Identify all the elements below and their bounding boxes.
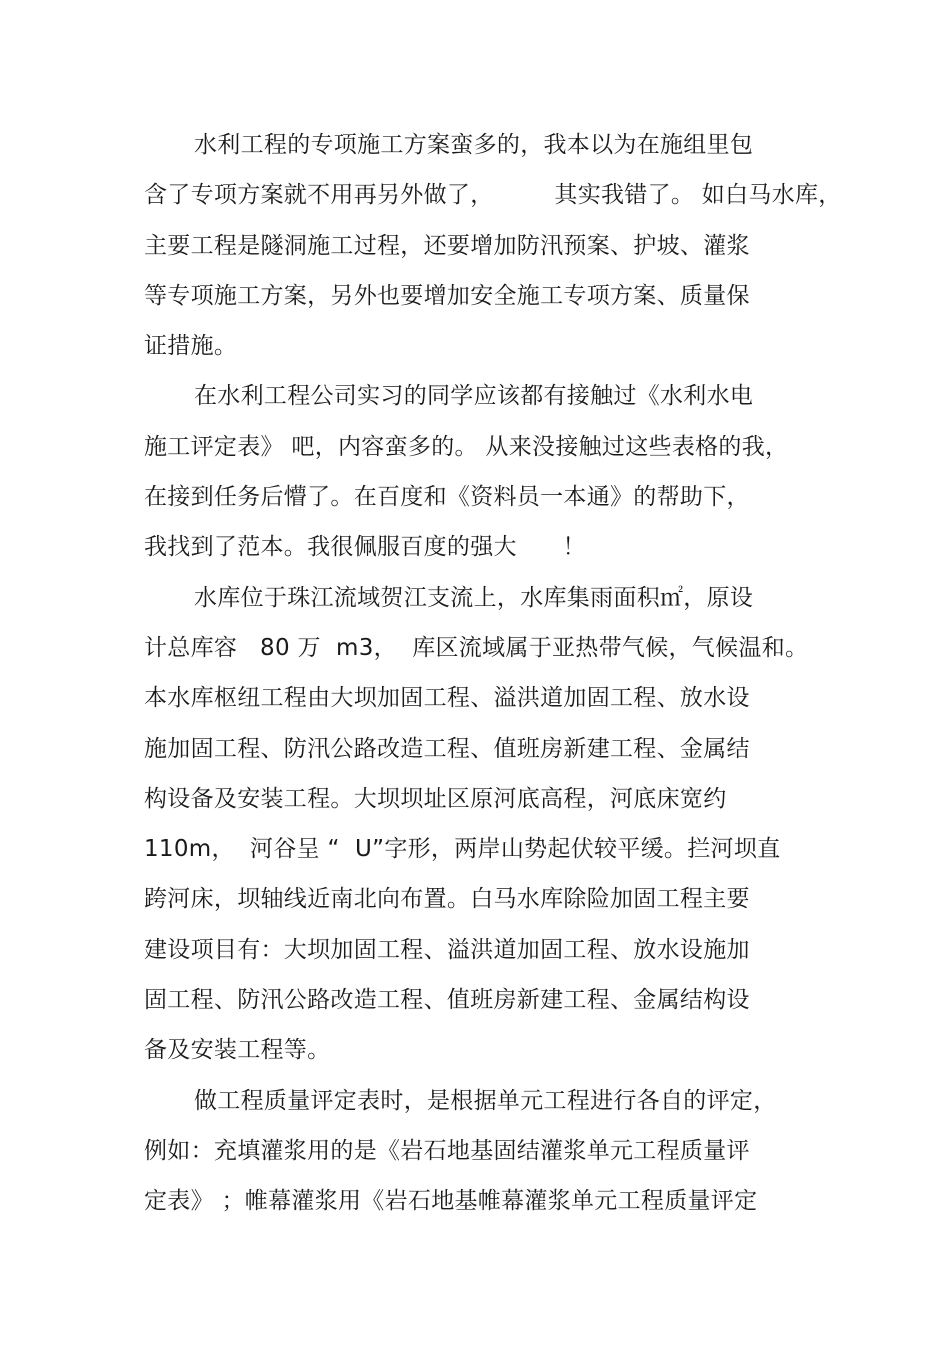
- body-text: [144, 120, 842, 1227]
- text-line: 证措施。: [144, 333, 238, 360]
- text-line: 备及安装工程等。: [144, 1037, 331, 1064]
- text-line: 110m， 河谷呈 “ U”字形，两岸山势起伏较平缓。拦河坝直: [144, 836, 781, 863]
- text-line: 定表》 ；帷幕灌浆用《岩石地基帷幕灌浆单元工程质量评定: [144, 1188, 758, 1215]
- text-line: 本水库枢纽工程由大坝加固工程、溢洪道加固工程、放水设: [144, 685, 750, 712]
- text-line: 计总库容 80 万 m3， 库区流域属于亚热带气候，气候温和。: [144, 634, 809, 661]
- text-line: 施加固工程、防汛公路改造工程、值班房新建工程、金属结: [144, 735, 750, 762]
- text-line: 在水利工程公司实习的同学应该都有接触过《水利水电: [194, 383, 754, 410]
- text-line: 构设备及安装工程。大坝坝址区原河底高程，河底床宽约: [144, 785, 727, 812]
- text-line: 施工评定表》 吧，内容蛮多的。 从来没接触过这些表格的我，: [144, 433, 789, 460]
- text-line: 建设项目有：大坝加固工程、溢洪道加固工程、放水设施加: [144, 936, 750, 963]
- text-line: 固工程、防汛公路改造工程、值班房新建工程、金属结构设: [144, 987, 750, 1014]
- text-line: 跨河床，坝轴线近南北向布置。白马水库除险加固工程主要: [144, 886, 750, 913]
- text-line: 我找到了范本。我很佩服百度的强大 ！: [144, 534, 586, 561]
- text-line: 例如：充填灌浆用的是《岩石地基固结灌浆单元工程质量评: [144, 1137, 750, 1164]
- text-line: 在接到任务后懵了。在百度和《资料员一本通》的帮助下，: [144, 484, 750, 511]
- text-line: 主要工程是隧洞施工过程，还要增加防汛预案、护坡、灌浆: [144, 232, 750, 259]
- text-line: 含了专项方案就不用再另外做了， 其实我错了。 如白马水库，: [144, 182, 842, 209]
- text-line: 等专项施工方案，另外也要增加安全施工专项方案、质量保: [144, 282, 750, 309]
- text-line: 做工程质量评定表时，是根据单元工程进行各自的评定，: [194, 1087, 777, 1114]
- text-line: 水利工程的专项施工方案蛮多的，我本以为在施组里包: [194, 132, 754, 158]
- text-line: 水库位于珠江流域贺江支流上，水库集雨面积㎡，原设: [194, 584, 754, 611]
